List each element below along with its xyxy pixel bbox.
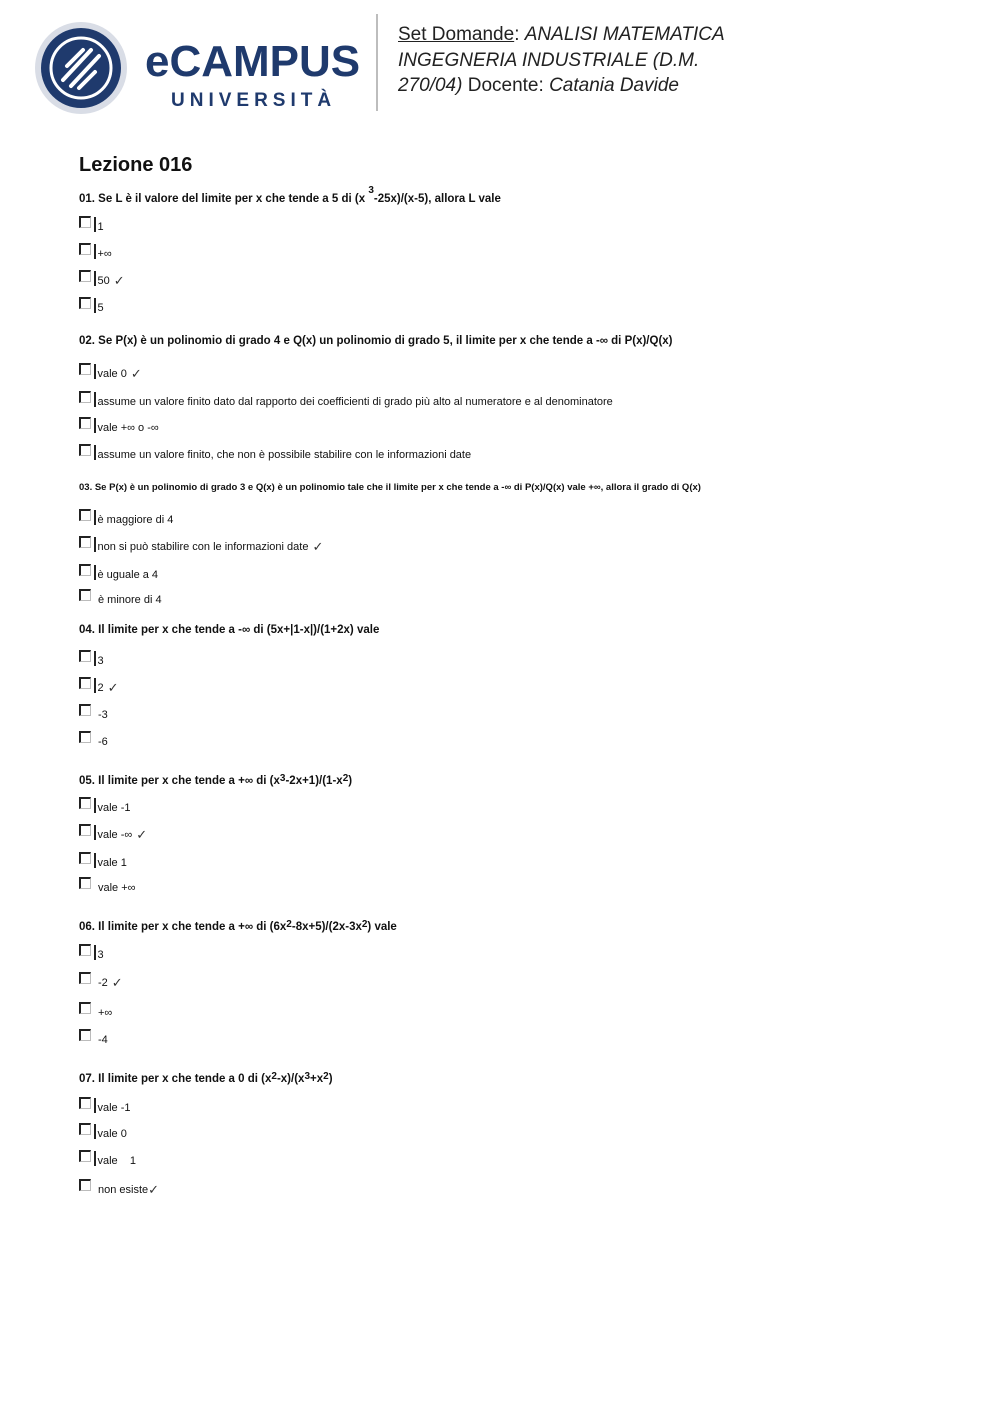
- checkbox[interactable]: [79, 944, 91, 956]
- option-07-a[interactable]: vale -1: [79, 1093, 131, 1115]
- checkbox[interactable]: [79, 297, 91, 309]
- checkbox[interactable]: [79, 731, 91, 743]
- question-04: 04. Il limite per x che tende a -∞ di (5x+|1-x|)/(1+2x) vale: [79, 624, 380, 636]
- checkbox[interactable]: [79, 270, 91, 282]
- option-04-a[interactable]: 3: [79, 646, 104, 668]
- course-degree: INGEGNERIA INDUSTRIALE (D.M.: [398, 49, 700, 71]
- option-07-b[interactable]: vale 0: [79, 1119, 127, 1141]
- checkbox[interactable]: [79, 877, 91, 889]
- checkbox[interactable]: [79, 677, 91, 689]
- checkbox[interactable]: [79, 1097, 91, 1109]
- option-07-c[interactable]: vale 1: [79, 1146, 136, 1168]
- option-04-d[interactable]: -6: [79, 727, 108, 749]
- course-header: [398, 22, 958, 99]
- checkbox[interactable]: [79, 852, 91, 864]
- lesson-title: Lezione 016: [79, 154, 193, 176]
- option-05-d[interactable]: vale +∞: [79, 873, 136, 895]
- question-01: 01. Se L è il valore del limite per x che tende a 5 di (x $^3$-25x)/(x-5), allora L vale: [79, 185, 501, 205]
- checkbox[interactable]: [79, 564, 91, 576]
- option-02-a[interactable]: vale 0 ✓: [79, 359, 142, 381]
- correct-check-icon: ✓: [312, 539, 324, 554]
- checkbox[interactable]: [79, 650, 91, 662]
- option-01-d[interactable]: 5: [79, 293, 104, 315]
- question-02: 02. Se P(x) è un polinomio di grado 4 e Q(x) un polinomio di grado 5, il limite per x che tende a -∞ di P(x)/Q(x): [79, 335, 673, 347]
- option-04-c[interactable]: -3: [79, 700, 108, 722]
- checkbox[interactable]: [79, 1179, 91, 1191]
- option-02-c[interactable]: vale +∞ o -∞: [79, 413, 159, 435]
- question-05: 05. Il limite per x che tende a +∞ di $(x^3-2x+1)/(1-x^2)$: [79, 773, 353, 787]
- question-06: 06. Il limite per x che tende a +∞ di $(6x^2-8x+5)/(2x-3x^2)$ vale: [79, 919, 397, 933]
- correct-check-icon: ✓: [113, 273, 125, 288]
- checkbox[interactable]: [79, 391, 91, 403]
- option-03-c[interactable]: è uguale a 4: [79, 560, 158, 582]
- checkbox[interactable]: [79, 1002, 91, 1014]
- question-03: 03. Se P(x) è un polinomio di grado 3 e Q(x) è un polinomio tale che il limite per x che tende a -∞ di P(x)/Q(x) vale +∞, allora il grado di Q(x): [79, 482, 701, 493]
- option-06-b[interactable]: -2 ✓: [79, 968, 123, 990]
- ecampus-logo: [33, 20, 363, 116]
- header-divider: [376, 14, 378, 111]
- option-05-b[interactable]: vale -∞ ✓: [79, 820, 147, 842]
- set-label: Set Domande: [398, 24, 515, 45]
- option-03-b[interactable]: non si può stabilire con le informazioni date ✓: [79, 532, 323, 554]
- option-06-d[interactable]: -4: [79, 1025, 108, 1047]
- checkbox[interactable]: [79, 797, 91, 809]
- checkbox[interactable]: [79, 444, 91, 456]
- checkbox[interactable]: [79, 417, 91, 429]
- option-06-a[interactable]: 3: [79, 940, 104, 962]
- course-decree: 270/04): [398, 75, 463, 96]
- checkbox[interactable]: [79, 824, 91, 836]
- option-02-b[interactable]: assume un valore finito dato dal rapporto dei coefficienti di grado più alto al numeratore e al denominatore: [79, 387, 613, 409]
- correct-check-icon: ✓: [107, 680, 119, 695]
- svg-text:UNIVERSITÀ: UNIVERSITÀ: [171, 90, 337, 111]
- checkbox[interactable]: [79, 1029, 91, 1041]
- option-07-d[interactable]: non esiste ✓: [79, 1175, 159, 1197]
- option-03-a[interactable]: è maggiore di 4: [79, 505, 173, 527]
- correct-check-icon: ✓: [130, 366, 142, 381]
- option-01-a[interactable]: 1: [79, 212, 104, 234]
- option-04-b[interactable]: 2 ✓: [79, 673, 119, 695]
- option-01-c[interactable]: 50 ✓: [79, 266, 125, 288]
- option-05-a[interactable]: vale -1: [79, 793, 131, 815]
- checkbox[interactable]: [79, 509, 91, 521]
- teacher-label: Docente:: [462, 75, 550, 96]
- course-title: ANALISI MATEMATICA: [524, 24, 725, 45]
- correct-check-icon: ✓: [136, 827, 148, 842]
- checkbox[interactable]: [79, 216, 91, 228]
- option-05-c[interactable]: vale 1: [79, 848, 127, 870]
- checkbox[interactable]: [79, 1150, 91, 1162]
- colon: :: [514, 24, 525, 45]
- correct-check-icon: ✓: [111, 975, 123, 990]
- option-02-d[interactable]: assume un valore finito, che non è possibile stabilire con le informazioni date: [79, 440, 471, 462]
- correct-check-icon: ✓: [148, 1182, 160, 1197]
- checkbox[interactable]: [79, 536, 91, 548]
- teacher-name: Catania Davide: [549, 75, 679, 96]
- checkbox[interactable]: [79, 589, 91, 601]
- checkbox[interactable]: [79, 704, 91, 716]
- svg-text:eCAMPUS: eCAMPUS: [145, 37, 361, 86]
- option-03-d[interactable]: è minore di 4: [79, 585, 162, 607]
- option-06-c[interactable]: +∞: [79, 998, 112, 1020]
- checkbox[interactable]: [79, 1123, 91, 1135]
- checkbox[interactable]: [79, 972, 91, 984]
- option-01-b[interactable]: +∞: [79, 239, 112, 261]
- checkbox[interactable]: [79, 363, 91, 375]
- question-07: 07. Il limite per x che tende a 0 di $(x^2-x)/(x^3+x^2)$: [79, 1071, 333, 1085]
- checkbox[interactable]: [79, 243, 91, 255]
